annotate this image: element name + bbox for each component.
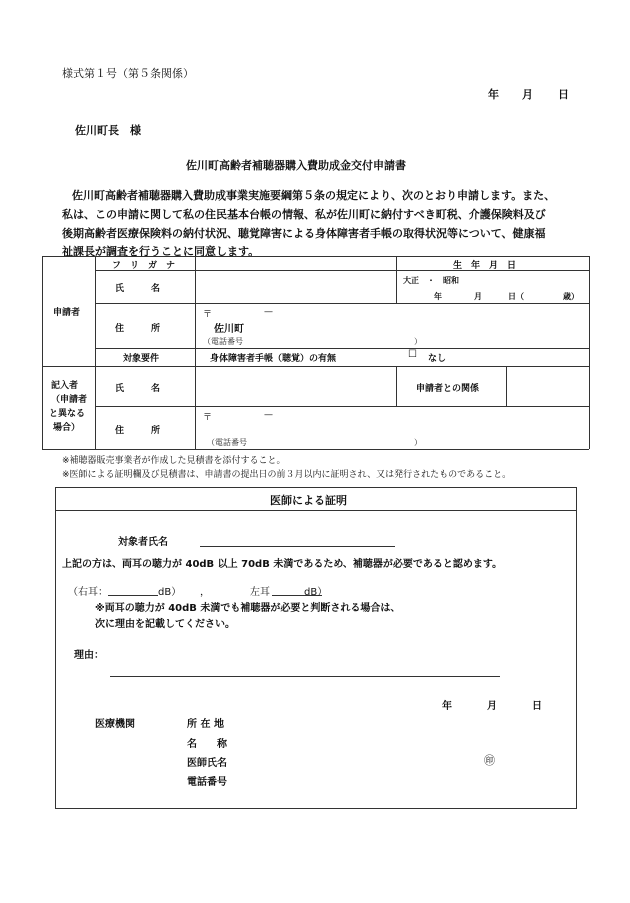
age-unit: 歳） (563, 292, 579, 301)
field-doctor-name: 医師氏名 (187, 758, 227, 769)
subject-name-label: 対象者氏名 (118, 537, 168, 548)
page-title: 佐川町高齢者補聴器購入費助成金交付申請書 (186, 159, 406, 172)
birthdate-header: 生 年 月 日 (453, 261, 517, 271)
intro-line-1: 佐川町高齢者補聴器購入費助成事業実施要綱第５条の規定により、次のとおり申請します。また、 (72, 189, 556, 202)
subject-name-line[interactable] (200, 546, 395, 547)
institution-label: 医療機関 (95, 719, 135, 730)
applicant-address-label: 住 所 (115, 324, 161, 334)
note-2: ※医師による証明欄及び見積書は、申請書の提出日の前３月以内に証明され、又は発行されたものであること。 (62, 470, 512, 480)
filler-postal-mark: 〒 (203, 413, 213, 423)
none-option-label: なし (428, 354, 447, 364)
relation-label: 申請者との関係 (416, 384, 480, 394)
intro-line-3: 後期高齢者医療保険料の納付状況、聴覚障害による身体障害者手帳の取得状況等について、健康福 (62, 227, 546, 240)
right-ear-label: （右耳： (68, 587, 108, 598)
filler-phone-close: ） (414, 438, 422, 447)
applicant-section-label: 申請者 (53, 308, 81, 318)
birth-month-unit: 月 (474, 292, 482, 301)
exception-note-1: ※両耳の聴力が 40dB 未満でも補聴器が必要と判断される場合は、 (95, 603, 401, 614)
field-name: 名 称 (187, 739, 227, 750)
field-phone: 電話番号 (187, 777, 227, 788)
reason-line[interactable] (110, 676, 500, 677)
postal-dash: — (264, 307, 273, 317)
date-day: 日 (558, 88, 569, 101)
addressee: 佐川町長 様 (75, 124, 141, 137)
cert-date-month: 月 (487, 701, 497, 712)
requirement-label: 対象要件 (123, 354, 160, 364)
intro-line-4: 祉課長が調査を行うことに同意します。 (62, 245, 260, 258)
filler-postal-dash: — (264, 410, 273, 420)
applicant-name-label: 氏 名 (115, 284, 161, 294)
intro-line-2: 私は、この申請に関して私の住民基本台帳の情報、私が佐川町に納付すべき町税、介護保険料及び (62, 208, 546, 221)
filler-label-3: と異なる (49, 409, 86, 419)
field-location: 所 在 地 (187, 719, 224, 730)
filler-label-2: （申請者 (51, 395, 88, 405)
filler-name-label: 氏 名 (115, 384, 161, 394)
none-checkbox[interactable]: ☐ (408, 349, 417, 360)
form-number: 様式第１号（第５条関係） (62, 67, 194, 80)
town-name: 佐川町 (214, 324, 244, 335)
right-ear-unit: dB） (158, 587, 182, 598)
filler-phone-label: （電話番号 (207, 438, 247, 447)
postal-mark: 〒 (203, 310, 213, 320)
ear-separator: ， (200, 587, 210, 598)
phone-close: ） (414, 337, 422, 346)
filler-label-1: 記入者 (51, 381, 79, 391)
cert-date-year: 年 (442, 701, 452, 712)
date-year: 年 (488, 88, 499, 101)
date-month: 月 (522, 88, 533, 101)
cert-date-day: 日 (532, 701, 542, 712)
requirement-text: 身体障害者手帳（聴覚）の有無 (210, 354, 337, 364)
certificate-title: 医師による証明 (270, 494, 347, 507)
furigana-label: フ リ ガ ナ (112, 261, 176, 271)
phone-label: （電話番号 (203, 337, 243, 346)
left-ear-unit: dB） (304, 587, 328, 598)
birth-day-unit: 日（ (508, 292, 524, 301)
filler-label-4: 場合） (53, 423, 81, 433)
left-ear-label: 左耳 (250, 587, 270, 598)
exception-note-2: 次に理由を記載してください。 (95, 619, 235, 630)
right-ear-value-line[interactable] (108, 595, 158, 596)
era-options: 大正 ・ 昭和 (403, 276, 459, 285)
birth-year-unit: 年 (434, 292, 442, 301)
reason-label: 理由： (74, 650, 104, 661)
certificate-statement: 上記の方は、両耳の聴力が 40dB 以上 70dB 未満であるため、補聴器が必要であると認めます。 (62, 559, 503, 570)
note-1: ※補聴器販売事業者が作成した見積書を添付すること。 (62, 456, 286, 466)
seal-mark: ㊞ (484, 754, 495, 767)
filler-address-label: 住 所 (115, 426, 161, 436)
